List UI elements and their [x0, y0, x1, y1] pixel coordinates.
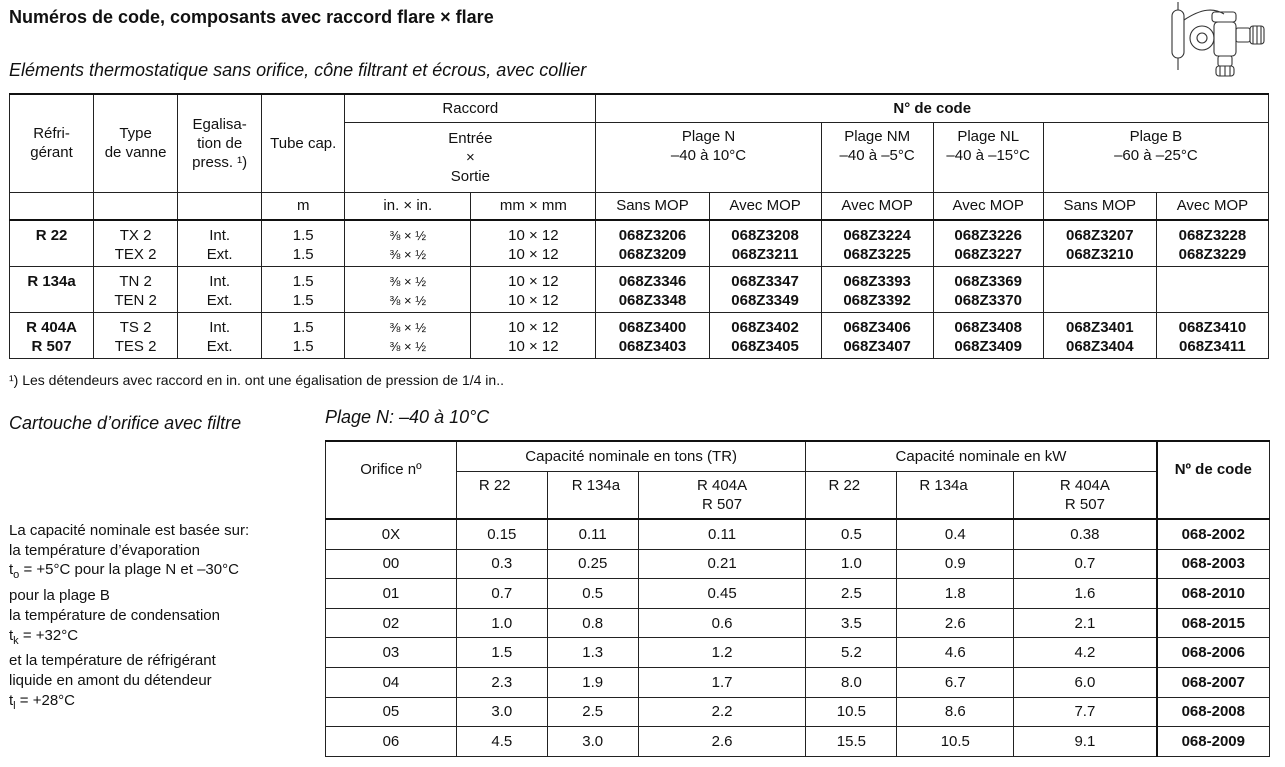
value-cell: 2.6 [638, 727, 806, 757]
orifice-cell: 03 [326, 638, 457, 668]
code-cell [1156, 267, 1268, 313]
inch-cell: ⅜ × ½ ⅜ × ½ [345, 267, 471, 313]
header-kw-r22: R 22 [806, 471, 897, 519]
code-cell: 068Z3401 068Z3404 [1043, 313, 1156, 359]
value-cell: 0.38 [1014, 519, 1157, 549]
header-inlet-outlet: Entrée × Sortie [345, 122, 596, 192]
header-code: Nº de code [1157, 441, 1270, 519]
capacity-notes [9, 521, 249, 716]
header-plage-n: Plage N –40 à 10°C [596, 122, 821, 192]
value-cell: 7.7 [1014, 697, 1157, 727]
value-cell: 0.11 [547, 519, 638, 549]
value-cell: 0.25 [547, 549, 638, 579]
header-b-sans-mop: Sans MOP [1043, 192, 1156, 220]
footnote: ¹) Les détendeurs avec raccord en in. ont une égalisation de pression de 1/4 in.. [9, 372, 504, 388]
code-cell: 068-2010 [1157, 579, 1270, 609]
valve-code-table [9, 93, 1269, 359]
table-row [326, 519, 1270, 549]
header-b-avec-mop: Avec MOP [1156, 192, 1268, 220]
value-cell: 0.3 [456, 549, 547, 579]
code-cell: 068-2007 [1157, 667, 1270, 697]
code-cell: 068Z3347 068Z3349 [709, 267, 821, 313]
value-cell: 6.0 [1014, 667, 1157, 697]
refrigerant-cell: R 404A R 507 [10, 313, 94, 359]
equalization-cell: Int. Ext. [178, 313, 262, 359]
value-cell: 10.5 [806, 697, 897, 727]
header-plage-b: Plage B –60 à –25°C [1043, 122, 1268, 192]
value-cell: 5.2 [806, 638, 897, 668]
value-cell: 3.5 [806, 608, 897, 638]
mm-cell: 10 × 12 10 × 12 [471, 267, 596, 313]
value-cell: 4.5 [456, 727, 547, 757]
code-cell: 068Z3208 068Z3211 [709, 220, 821, 267]
header-kw-r134a: R 134a [897, 471, 1014, 519]
code-cell: 068-2002 [1157, 519, 1270, 549]
header-n-avec-mop: Avec MOP [709, 192, 821, 220]
note-line: la température d’évaporation [9, 541, 200, 559]
note-line: la température de condensation [9, 606, 220, 624]
value-cell: 0.8 [547, 608, 638, 638]
value-cell: 8.6 [897, 697, 1014, 727]
value-cell: 1.9 [547, 667, 638, 697]
header-code-number: N° de code [596, 94, 1269, 122]
code-cell: 068Z3408 068Z3409 [933, 313, 1043, 359]
valve-type-cell: TX 2 TEX 2 [94, 220, 178, 267]
unit-mm: mm × mm [471, 192, 596, 220]
code-cell: 068Z3400 068Z3403 [596, 313, 709, 359]
value-cell: 0.7 [1014, 549, 1157, 579]
note-line: $t_l = +28^\circ C$ [9, 691, 75, 712]
header-n-sans-mop: Sans MOP [596, 192, 709, 220]
value-cell: 0.21 [638, 549, 806, 579]
value-cell: 2.2 [638, 697, 806, 727]
cartridge-title: Cartouche d’orifice avec filtre [9, 413, 242, 433]
orifice-cell: 05 [326, 697, 457, 727]
code-cell: 068Z3207 068Z3210 [1043, 220, 1156, 267]
table-row [10, 220, 1269, 267]
table-row [10, 267, 1269, 313]
orifice-capacity-table [325, 440, 1270, 757]
unit-empty [10, 192, 94, 220]
value-cell: 1.2 [638, 638, 806, 668]
code-cell: 068Z3406 068Z3407 [821, 313, 933, 359]
value-cell: 2.6 [897, 608, 1014, 638]
code-cell: 068Z3410 068Z3411 [1156, 313, 1268, 359]
section-subtitle: Eléments thermostatique sans orifice, cône filtrant et écrous, avec collier [9, 60, 587, 80]
orifice-cell: 02 [326, 608, 457, 638]
table-row [326, 697, 1270, 727]
mm-cell: 10 × 12 10 × 12 [471, 220, 596, 267]
value-cell: 15.5 [806, 727, 897, 757]
value-cell: 2.5 [806, 579, 897, 609]
value-cell: 8.0 [806, 667, 897, 697]
code-cell: 068-2008 [1157, 697, 1270, 727]
value-cell: 0.7 [456, 579, 547, 609]
value-cell: 2.1 [1014, 608, 1157, 638]
header-plage-nl: Plage NL –40 à –15°C [933, 122, 1043, 192]
value-cell: 0.4 [897, 519, 1014, 549]
note-line: pour la plage B [9, 587, 110, 605]
code-cell: 068-2009 [1157, 727, 1270, 757]
value-cell: 1.5 [456, 638, 547, 668]
table-row [326, 579, 1270, 609]
code-cell: 068Z3369 068Z3370 [933, 267, 1043, 313]
value-cell: 0.11 [638, 519, 806, 549]
tube-cell: 1.5 1.5 [262, 220, 345, 267]
inch-cell: ⅜ × ½ ⅜ × ½ [345, 313, 471, 359]
inch-cell: ⅜ × ½ ⅜ × ½ [345, 220, 471, 267]
code-cell: 068Z3346 068Z3348 [596, 267, 709, 313]
value-cell: 1.3 [547, 638, 638, 668]
code-cell: 068Z3226 068Z3227 [933, 220, 1043, 267]
note-line: et la température de réfrigérant [9, 652, 216, 670]
value-cell: 2.3 [456, 667, 547, 697]
header-tons-r134a: R 134a [547, 471, 638, 519]
header-nm-avec-mop: Avec MOP [821, 192, 933, 220]
orifice-cell: 04 [326, 667, 457, 697]
value-cell: 3.0 [547, 727, 638, 757]
mm-cell: 10 × 12 10 × 12 [471, 313, 596, 359]
note-line: $t_o = +5^\circ C$ pour la plage N et –30°C [9, 561, 239, 582]
header-tons-r404a: R 404A R 507 [638, 471, 806, 519]
value-cell: 2.5 [547, 697, 638, 727]
value-cell: 1.0 [456, 608, 547, 638]
orifice-cell: 00 [326, 549, 457, 579]
code-cell: 068-2003 [1157, 549, 1270, 579]
unit-empty [94, 192, 178, 220]
header-raccord: Raccord [345, 94, 596, 122]
page-title: Numéros de code, composants avec raccord flare × flare [9, 7, 494, 27]
table-row [326, 727, 1270, 757]
code-cell: 068Z3402 068Z3405 [709, 313, 821, 359]
value-cell: 1.6 [1014, 579, 1157, 609]
table-row [326, 549, 1270, 579]
value-cell: 4.2 [1014, 638, 1157, 668]
unit-empty [178, 192, 262, 220]
equalization-cell: Int. Ext. [178, 220, 262, 267]
orifice-cell: 0X [326, 519, 457, 549]
value-cell: 3.0 [456, 697, 547, 727]
orifice-cell: 01 [326, 579, 457, 609]
equalization-cell: Int. Ext. [178, 267, 262, 313]
value-cell: 0.6 [638, 608, 806, 638]
code-cell: 068Z3206 068Z3209 [596, 220, 709, 267]
table-row [10, 313, 1269, 359]
code-cell: 068Z3393 068Z3392 [821, 267, 933, 313]
range-title: Plage N: –40 à 10°C [325, 407, 490, 427]
header-capacity-kw: Capacité nominale en kW [806, 441, 1157, 471]
code-cell: 068Z3228 068Z3229 [1156, 220, 1268, 267]
valve-type-cell: TN 2 TEN 2 [94, 267, 178, 313]
header-kw-r404a: R 404A R 507 [1014, 471, 1157, 519]
valve-type-cell: TS 2 TES 2 [94, 313, 178, 359]
header-plage-nm: Plage NM –40 à –5°C [821, 122, 933, 192]
value-cell: 0.15 [456, 519, 547, 549]
value-cell: 1.8 [897, 579, 1014, 609]
header-capacity-tons: Capacité nominale en tons (TR) [456, 441, 806, 471]
tube-cell: 1.5 1.5 [262, 267, 345, 313]
unit-meter: m [262, 192, 345, 220]
unit-inch: in. × in. [345, 192, 471, 220]
header-orifice: Orifice nº [326, 441, 457, 519]
header-equalization: Egalisa- tion de press. ¹) [178, 94, 262, 192]
table-row [326, 667, 1270, 697]
value-cell: 1.7 [638, 667, 806, 697]
header-valve-type: Type de vanne [94, 94, 178, 192]
code-cell: 068Z3224 068Z3225 [821, 220, 933, 267]
code-cell: 068-2015 [1157, 608, 1270, 638]
note-line: $t_k = +32^\circ C$ [9, 626, 79, 647]
refrigerant-cell: R 134a [10, 267, 94, 313]
note-line: liquide en amont du détendeur [9, 671, 212, 689]
refrigerant-cell: R 22 [10, 220, 94, 267]
header-refrigerant: Réfri- gérant [10, 94, 94, 192]
value-cell: 0.9 [897, 549, 1014, 579]
header-tons-r22: R 22 [456, 471, 547, 519]
orifice-cell: 06 [326, 727, 457, 757]
header-capillary-tube: Tube cap. [262, 94, 345, 192]
header-nl-avec-mop: Avec MOP [933, 192, 1043, 220]
expansion-valve-illustration [1162, 0, 1268, 80]
value-cell: 4.6 [897, 638, 1014, 668]
tube-cell: 1.5 1.5 [262, 313, 345, 359]
value-cell: 1.0 [806, 549, 897, 579]
table-row [326, 608, 1270, 638]
value-cell: 0.45 [638, 579, 806, 609]
value-cell: 6.7 [897, 667, 1014, 697]
value-cell: 0.5 [547, 579, 638, 609]
value-cell: 0.5 [806, 519, 897, 549]
code-cell [1043, 267, 1156, 313]
value-cell: 10.5 [897, 727, 1014, 757]
value-cell: 9.1 [1014, 727, 1157, 757]
code-cell: 068-2006 [1157, 638, 1270, 668]
table-row [326, 638, 1270, 668]
note-line: La capacité nominale est basée sur: [9, 522, 250, 539]
